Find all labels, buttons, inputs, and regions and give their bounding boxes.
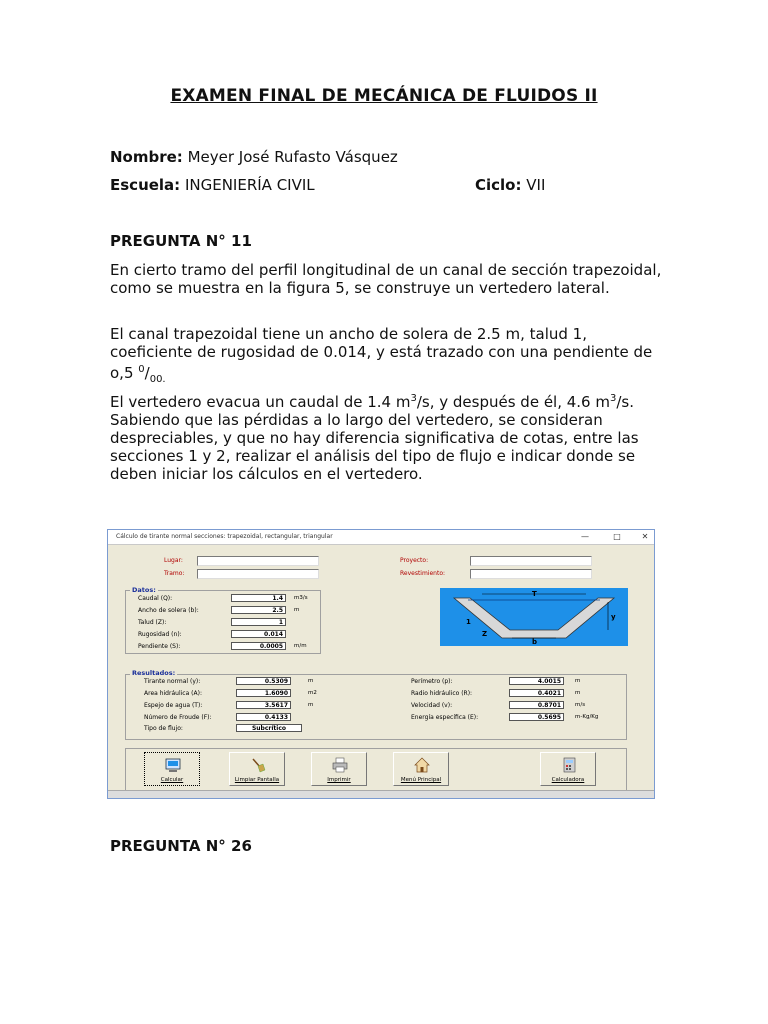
trapezoidal-section-diagram [440, 588, 628, 646]
result-label: Velocidad (v): [411, 702, 453, 709]
result-label: Perímetro (p): [411, 678, 453, 685]
result-label: Energía específica (E): [411, 714, 479, 721]
nombre-label: Nombre: [110, 148, 183, 166]
y-label: y [611, 613, 616, 621]
result-unit: m2 [308, 690, 317, 696]
result-unit: m [575, 690, 581, 696]
paragraph-3-text-c: /s. Sabiendo que las pérdidas a lo largo del vertedero, se consideran despreciables, y que no hay diferencia significativa de cotas, entre las secciones 1 y 2, realizar el análisis del tipo de flujo e indicar donde se deben iniciar los cálculos en el vertedero. [110, 393, 639, 483]
tramo-input[interactable] [197, 569, 319, 579]
limpiar-pantalla-button-label: Limpiar Pantalla [234, 777, 280, 783]
slope-z-label: Z [482, 630, 488, 638]
pendiente-field[interactable]: 0.0005 [231, 642, 286, 650]
ancho-solera-unit: m [294, 607, 300, 613]
result-unit: m [308, 678, 314, 684]
result-label: Tirante normal (y): [144, 678, 201, 685]
proyecto-input[interactable] [470, 556, 592, 566]
resultados-title: Resultados: [132, 669, 176, 677]
printer-icon [332, 757, 348, 773]
paragraph-3-text-a: El vertedero evacua un caudal de 1.4 m [110, 393, 411, 411]
result-unit: m-Kg/Kg [575, 714, 599, 720]
ciclo-label: Ciclo: [475, 176, 522, 194]
calculate-icon [165, 757, 181, 773]
revestimiento-label: Revestimiento: [400, 570, 446, 577]
slope-one-label: 1 [466, 618, 471, 626]
tramo-label: Tramo: [164, 570, 185, 577]
datos-label: Ancho de solera (b): [138, 607, 199, 614]
lugar-input[interactable] [197, 556, 319, 566]
ciclo-line [475, 176, 545, 194]
nombre-value: Meyer José Rufasto Vásquez [182, 148, 398, 166]
paragraph-2-text: El canal trapezoidal tiene un ancho de solera de 2.5 m, talud 1, coeficiente de rugosidad de 0.014, y está trazado con una pendiente de o,5 [110, 325, 653, 382]
numero-froude-field: 0.4133 [236, 713, 291, 721]
calcular-button[interactable] [144, 752, 200, 786]
app-status-bar [108, 790, 654, 798]
result-label: Tipo de flujo: [144, 725, 183, 732]
ancho-solera-field[interactable]: 2.5 [231, 606, 286, 614]
datos-label: Caudal (Q): [138, 595, 173, 602]
close-icon[interactable]: ✕ [641, 532, 649, 541]
escuela-line [110, 176, 315, 194]
caudal-unit: m3/s [294, 595, 308, 601]
result-label: Espejo de agua (T): [144, 702, 203, 709]
limpiar-pantalla-button[interactable] [229, 752, 285, 786]
result-unit: m/s [575, 702, 586, 708]
nombre-line [110, 148, 398, 166]
perimetro-field: 4.0015 [509, 677, 564, 685]
datos-label: Rugosidad (n): [138, 631, 182, 638]
rugosidad-field[interactable]: 0.014 [231, 630, 286, 638]
paragraph-3 [110, 390, 670, 483]
app-titlebar [108, 530, 654, 545]
home-icon [414, 757, 430, 773]
datos-label: Pendiente (S): [138, 643, 181, 650]
paragraph-2 [110, 325, 670, 389]
pregunta-26-heading: PREGUNTA N° 26 [110, 837, 252, 855]
maximize-icon[interactable]: □ [613, 532, 621, 541]
pendiente-unit: m/m [294, 643, 307, 649]
b-label: b [532, 638, 538, 646]
minimize-icon[interactable]: — [581, 532, 589, 541]
result-label: Area hidráulica (A): [144, 690, 202, 697]
revestimiento-input[interactable] [470, 569, 592, 579]
datos-label: Talud (Z): [138, 619, 167, 626]
menu-principal-button[interactable] [393, 752, 449, 786]
paragraph-3-sup-2: 3 [609, 393, 617, 404]
result-unit: m [575, 678, 581, 684]
calculation-app-window [107, 529, 655, 799]
datos-title: Datos: [132, 586, 156, 594]
area-hidraulica-field: 1.6090 [236, 689, 291, 697]
menu-principal-button-label: Menú Principal [400, 777, 442, 783]
tipo-flujo-field: Subcrítico [236, 724, 302, 732]
escuela-label: Escuela: [110, 176, 181, 194]
calculator-icon [561, 757, 577, 773]
calculadora-button[interactable] [540, 752, 596, 786]
imprimir-button[interactable] [311, 752, 367, 786]
paragraph-2-sup: 0 [138, 364, 145, 375]
t-label: T [532, 590, 537, 598]
caudal-field[interactable]: 1.4 [231, 594, 286, 602]
imprimir-button-label: Imprimir [327, 777, 351, 783]
proyecto-label: Proyecto: [400, 557, 429, 564]
velocidad-field: 0.8701 [509, 701, 564, 709]
calcular-button-label: Calcular [160, 777, 184, 783]
paragraph-3-text-b: /s, y después de él, 4.6 m [416, 393, 610, 411]
tirante-normal-field: 0.5309 [236, 677, 291, 685]
paragraph-1: En cierto tramo del perfil longitudinal de un canal de sección trapezoidal, como se muestra en la figura 5, se construye un vertedero lateral. [110, 261, 662, 297]
pregunta-11-heading: PREGUNTA N° 11 [110, 232, 252, 250]
result-label: Número de Froude (F): [144, 714, 212, 721]
escuela-value: INGENIERÍA CIVIL [180, 176, 315, 194]
talud-field[interactable]: 1 [231, 618, 286, 626]
radio-hidraulico-field: 0.4021 [509, 689, 564, 697]
energia-especifica-field: 0.5695 [509, 713, 564, 721]
app-window-title: Cálculo de tirante normal secciones: trapezoidal, rectangular, triangular [116, 533, 333, 540]
paragraph-2-slash: / [144, 364, 150, 382]
espejo-agua-field: 3.5617 [236, 701, 291, 709]
paragraph-2-sub: 00. [149, 374, 166, 385]
lugar-label: Lugar: [164, 557, 183, 564]
ciclo-value: VII [521, 176, 546, 194]
paragraph-3-sup-1: 3 [410, 393, 417, 404]
result-unit: m [308, 702, 314, 708]
result-label: Radio hidráulico (R): [411, 690, 473, 697]
calculadora-button-label: Calculadora [551, 777, 585, 783]
document-title: EXAMEN FINAL DE MECÁNICA DE FLUIDOS II [170, 86, 598, 106]
broom-icon [250, 757, 266, 773]
